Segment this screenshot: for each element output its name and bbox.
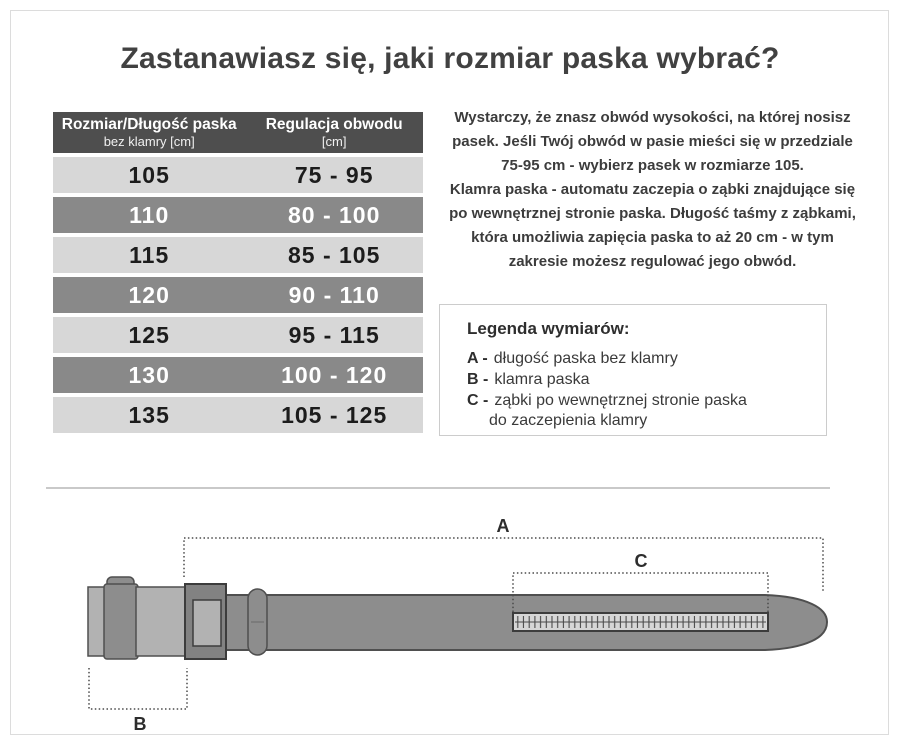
legend-box bbox=[439, 304, 827, 436]
intro-line: 75-95 cm - wybierz pasek w rozmiarze 105. bbox=[501, 157, 804, 174]
dimension-label-c: C bbox=[634, 551, 648, 571]
range-cell: 85 - 105 bbox=[287, 241, 381, 268]
range-cell: 100 - 120 bbox=[281, 361, 388, 388]
dimension-label-a: A bbox=[496, 516, 510, 536]
size-cell: 125 bbox=[128, 321, 170, 348]
belt-diagram-svg bbox=[0, 500, 900, 746]
intro-text bbox=[430, 106, 875, 274]
table-row bbox=[53, 157, 423, 193]
legend-text: długość paska bez klamry bbox=[493, 350, 678, 367]
table-header bbox=[53, 112, 423, 153]
size-table bbox=[53, 112, 423, 433]
page-title: Zastanawiasz się, jaki rozmiar paska wybrać? bbox=[120, 42, 780, 75]
dimension-bracket-b bbox=[89, 668, 187, 709]
range-cell: 80 - 100 bbox=[287, 201, 381, 228]
legend-item-c bbox=[467, 390, 816, 430]
table-row bbox=[53, 317, 423, 353]
legend-item-b bbox=[467, 369, 816, 390]
header-size-line2: bez klamry [cm] bbox=[103, 134, 195, 149]
buckle-body-dark bbox=[104, 584, 138, 659]
range-cell: 95 - 115 bbox=[288, 321, 380, 348]
belt-diagram bbox=[0, 500, 900, 746]
size-cell: 130 bbox=[128, 361, 170, 388]
legend-text: ząbki po wewnętrznej stronie paska bbox=[494, 392, 747, 409]
legend-title: Legenda wymiarów: bbox=[467, 319, 630, 338]
size-cell: 105 bbox=[128, 161, 170, 188]
table-row bbox=[53, 197, 423, 233]
range-cell: 90 - 110 bbox=[288, 281, 380, 308]
legend-text: klamra paska bbox=[494, 371, 590, 388]
intro-line: Klamra paska - automatu zaczepia o ząbki znajdujące się bbox=[449, 181, 856, 198]
intro-line: która umożliwia zapięcia paska to aż 20 cm - w tym bbox=[471, 229, 834, 246]
legend-letter: B - bbox=[467, 371, 489, 388]
legend-text-continuation: do zaczepienia klamry bbox=[489, 412, 648, 429]
section-divider bbox=[46, 487, 830, 489]
buckle-body-light bbox=[136, 587, 186, 656]
range-cell: 75 - 95 bbox=[294, 161, 374, 188]
header-col-range bbox=[245, 112, 423, 153]
range-cell: 105 - 125 bbox=[281, 401, 388, 428]
size-cell: 135 bbox=[128, 401, 170, 428]
intro-line: Wystarczy, że znasz obwód wysokości, na której nosisz bbox=[454, 109, 851, 126]
intro-line: pasek. Jeśli Twój obwód w pasie mieści się w przedziale bbox=[452, 133, 853, 150]
buckle-keeper-window bbox=[193, 600, 221, 646]
intro-line: zakresie możesz regulować jego obwód. bbox=[508, 253, 797, 270]
dimension-label-b: B bbox=[133, 714, 147, 734]
legend-item-a bbox=[467, 348, 816, 369]
legend-letter: A - bbox=[467, 350, 488, 367]
size-cell: 120 bbox=[128, 281, 170, 308]
table-row bbox=[53, 237, 423, 273]
table-row bbox=[53, 357, 423, 393]
header-size-line1: Rozmiar/Długość paska bbox=[61, 116, 237, 133]
table-row bbox=[53, 277, 423, 313]
header-range-line1: Regulacja obwodu bbox=[265, 116, 403, 133]
size-cell: 115 bbox=[129, 241, 170, 268]
dimension-bracket-a bbox=[184, 538, 823, 591]
size-cell: 110 bbox=[129, 201, 170, 228]
legend-letter: C - bbox=[467, 392, 489, 409]
header-col-size bbox=[53, 112, 245, 153]
header-range-line2: [cm] bbox=[321, 134, 347, 149]
intro-line: po wewnętrznej stronie paska. Długość taśmy z ząbkami, bbox=[449, 205, 856, 222]
table-row bbox=[53, 397, 423, 433]
